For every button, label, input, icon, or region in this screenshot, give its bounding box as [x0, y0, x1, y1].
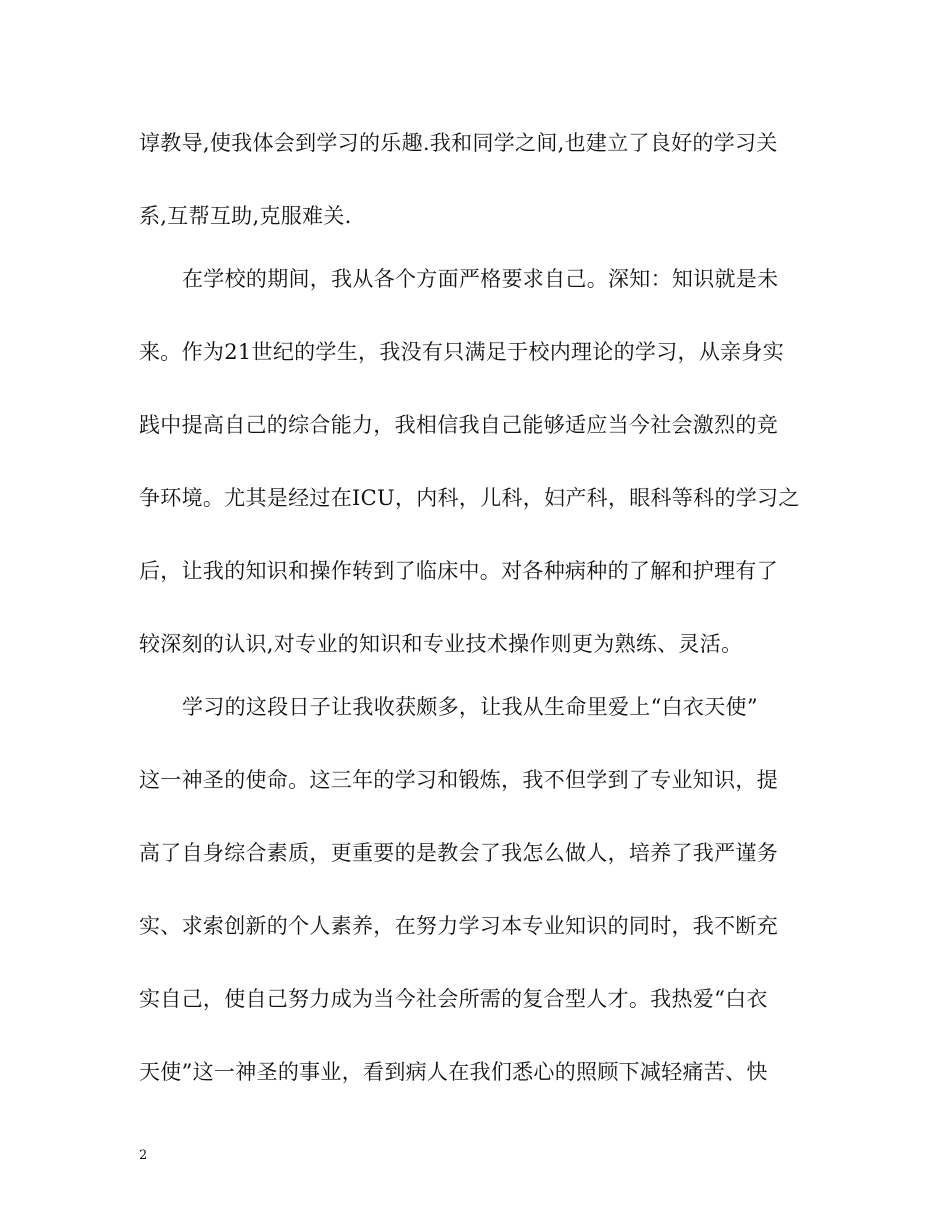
paragraph-start-line: 在学校的期间，我从各个方面严格要求自己。深知：知识就是未 [182, 267, 779, 291]
text-line-10: 这一神圣的使命。这三年的学习和锻炼，我不但学到了专业知识，提 [139, 768, 778, 792]
text-line-6: 争环境。尤其是经过在ICU，内科，儿科，妇产科，眼科等科的学习之 [139, 486, 800, 510]
text-line-11: 高了自身综合素质，更重要的是教会了我怎么做人，培养了我严谨务 [139, 841, 778, 865]
text-line-8: 较深刻的认识,对专业的知识和专业技术操作则更为熟练、灵活。 [139, 632, 743, 656]
text-line-13: 实自己，使自己努力成为当今社会所需的复合型人才。我热爱“白衣 [139, 987, 768, 1011]
text-line-1: 谆教导,使我体会到学习的乐趣.我和同学之间,也建立了良好的学习关 [139, 131, 778, 155]
page-number: 2 [139, 1148, 148, 1163]
text-line-4: 来。作为21世纪的学生，我没有只满足于校内理论的学习，从亲身实 [139, 340, 785, 364]
paragraph-start-line: 学习的这段日子让我收获颇多，让我从生命里爱上“白衣天使” [182, 695, 758, 719]
text-line-14: 天使”这一神圣的事业，看到病人在我们悉心的照顾下减轻痛苦、快 [139, 1060, 768, 1084]
text-line-7: 后，让我的知识和操作转到了临床中。对各种病种的了解和护理有了 [139, 559, 778, 583]
text-line-5: 践中提高自己的综合能力，我相信我自己能够适应当今社会激烈的竞 [139, 413, 778, 437]
text-line-2: 系,互帮互助,克服难关. [139, 204, 352, 228]
text-line-12: 实、求索创新的个人素养，在努力学习本专业知识的同时，我不断充 [139, 914, 778, 938]
